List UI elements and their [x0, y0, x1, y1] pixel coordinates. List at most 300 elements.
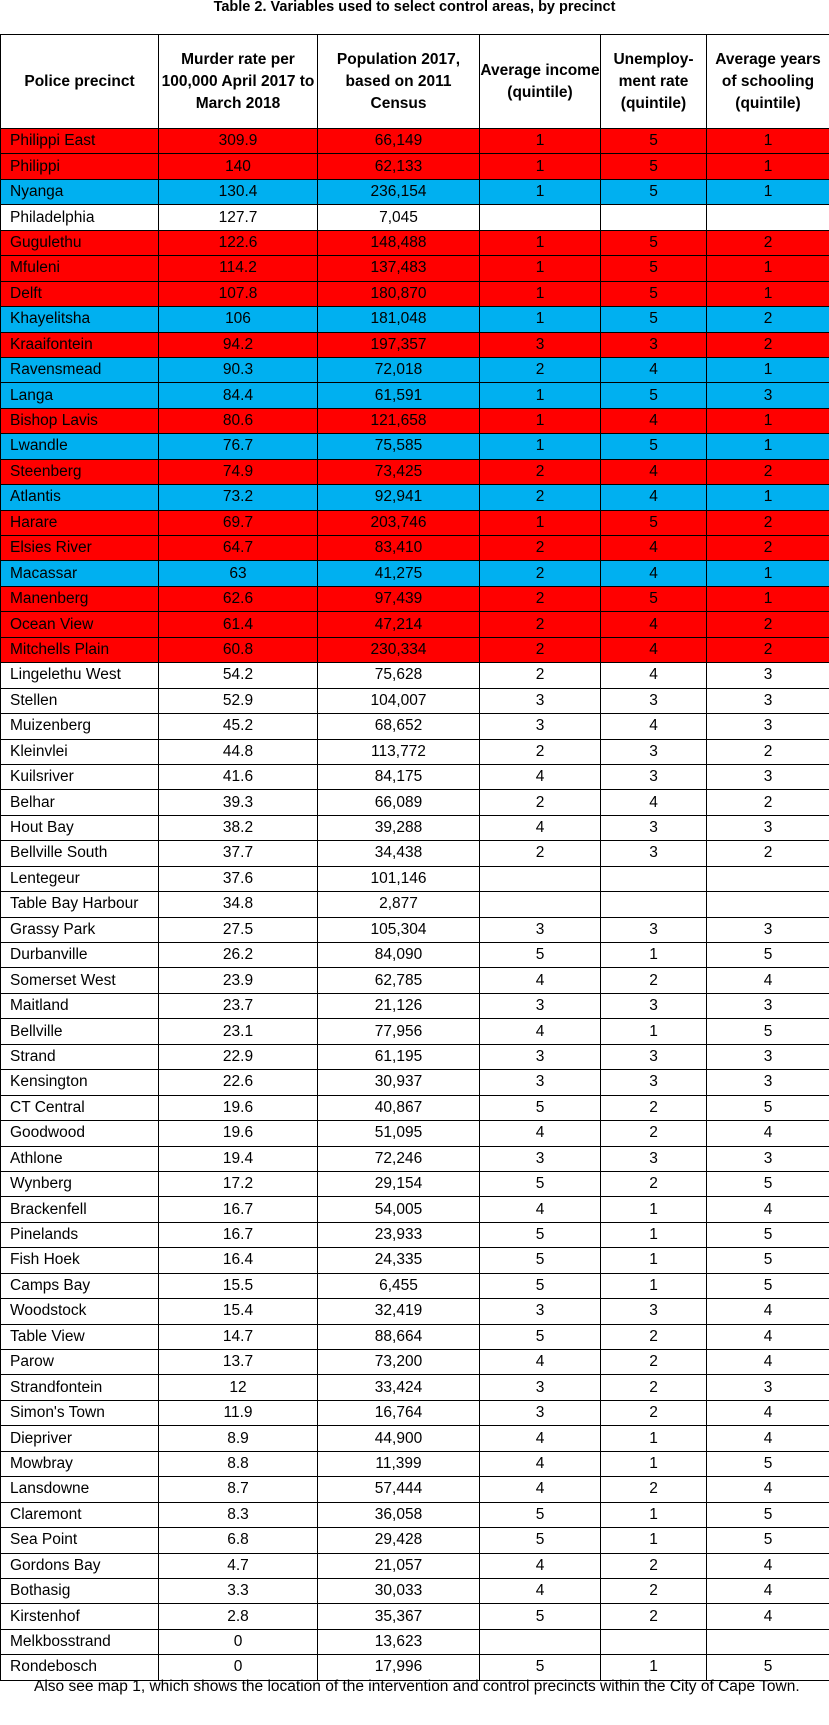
income-quintile-cell: 4: [480, 1350, 601, 1375]
unemployment-quintile-cell: 2: [601, 1604, 707, 1629]
income-quintile-cell: 5: [480, 1502, 601, 1527]
murder-rate-cell: 2.8: [159, 1604, 318, 1629]
income-quintile-cell: 4: [480, 1477, 601, 1502]
precinct-name-cell: Fish Hoek: [1, 1248, 159, 1273]
table-row: [1, 1121, 829, 1146]
schooling-quintile-cell: 2: [707, 459, 829, 484]
population-cell: 61,195: [318, 1044, 480, 1069]
income-quintile-cell: 3: [480, 917, 601, 942]
unemployment-quintile-cell: 1: [601, 1222, 707, 1247]
schooling-quintile-cell: 4: [707, 1350, 829, 1375]
unemployment-quintile-cell: 1: [601, 1248, 707, 1273]
precinct-name-cell: Bellville: [1, 1019, 159, 1044]
murder-rate-cell: 61.4: [159, 612, 318, 637]
murder-rate-cell: 16.4: [159, 1248, 318, 1273]
table-row: [1, 1044, 829, 1069]
income-quintile-cell: 3: [480, 1146, 601, 1171]
table-row: [1, 1248, 829, 1273]
population-cell: 21,057: [318, 1553, 480, 1578]
table-row: [1, 1350, 829, 1375]
unemployment-quintile-cell: 2: [601, 968, 707, 993]
population-cell: 62,133: [318, 154, 480, 179]
table-row: [1, 1299, 829, 1324]
murder-rate-cell: 37.6: [159, 866, 318, 891]
income-quintile-cell: 3: [480, 1400, 601, 1425]
population-cell: 39,288: [318, 815, 480, 840]
income-quintile-cell: 4: [480, 1019, 601, 1044]
murder-rate-cell: 8.9: [159, 1426, 318, 1451]
table-row: [1, 993, 829, 1018]
table-row: [1, 1171, 829, 1196]
income-quintile-cell: 5: [480, 1273, 601, 1298]
precinct-name-cell: Macassar: [1, 561, 159, 586]
murder-rate-cell: 3.3: [159, 1578, 318, 1603]
precinct-name-cell: Strandfontein: [1, 1375, 159, 1400]
table-row: [1, 307, 829, 332]
population-cell: 17,996: [318, 1655, 480, 1680]
population-cell: 29,154: [318, 1171, 480, 1196]
precinct-name-cell: Delft: [1, 281, 159, 306]
precinct-name-cell: Rondebosch: [1, 1655, 159, 1680]
schooling-quintile-cell: [707, 892, 829, 917]
murder-rate-cell: 37.7: [159, 841, 318, 866]
population-cell: 104,007: [318, 688, 480, 713]
schooling-quintile-cell: 5: [707, 1451, 829, 1476]
murder-rate-cell: 17.2: [159, 1171, 318, 1196]
schooling-quintile-cell: 2: [707, 307, 829, 332]
table-row: [1, 1273, 829, 1298]
unemployment-quintile-cell: 2: [601, 1350, 707, 1375]
population-cell: 236,154: [318, 179, 480, 204]
table-row: [1, 1426, 829, 1451]
unemployment-quintile-cell: 5: [601, 510, 707, 535]
murder-rate-cell: 45.2: [159, 714, 318, 739]
table-row: [1, 892, 829, 917]
unemployment-quintile-cell: 2: [601, 1324, 707, 1349]
unemployment-quintile-cell: 1: [601, 1528, 707, 1553]
murder-rate-cell: 15.5: [159, 1273, 318, 1298]
table-row: [1, 1146, 829, 1171]
murder-rate-cell: 62.6: [159, 586, 318, 611]
table-row: [1, 968, 829, 993]
schooling-quintile-cell: 5: [707, 943, 829, 968]
population-cell: 75,628: [318, 663, 480, 688]
income-quintile-cell: 4: [480, 1451, 601, 1476]
murder-rate-cell: 14.7: [159, 1324, 318, 1349]
schooling-quintile-cell: 1: [707, 408, 829, 433]
unemployment-quintile-cell: 3: [601, 993, 707, 1018]
precinct-name-cell: Maitland: [1, 993, 159, 1018]
schooling-quintile-cell: 3: [707, 1375, 829, 1400]
income-quintile-cell: 2: [480, 485, 601, 510]
precinct-name-cell: CT Central: [1, 1095, 159, 1120]
precinct-table: [0, 34, 829, 1681]
schooling-quintile-cell: 3: [707, 815, 829, 840]
income-quintile-cell: 2: [480, 586, 601, 611]
income-quintile-cell: 2: [480, 612, 601, 637]
precinct-name-cell: Claremont: [1, 1502, 159, 1527]
table-row: [1, 1070, 829, 1095]
precinct-name-cell: Kirstenhof: [1, 1604, 159, 1629]
population-cell: 97,439: [318, 586, 480, 611]
schooling-quintile-cell: [707, 866, 829, 891]
population-cell: 88,664: [318, 1324, 480, 1349]
income-quintile-cell: [480, 1629, 601, 1654]
unemployment-quintile-cell: 1: [601, 1197, 707, 1222]
murder-rate-cell: 11.9: [159, 1400, 318, 1425]
precinct-name-cell: Muizenberg: [1, 714, 159, 739]
population-cell: 57,444: [318, 1477, 480, 1502]
schooling-quintile-cell: 3: [707, 1044, 829, 1069]
population-cell: 180,870: [318, 281, 480, 306]
population-cell: 30,033: [318, 1578, 480, 1603]
income-quintile-cell: 2: [480, 790, 601, 815]
table-row: [1, 917, 829, 942]
murder-rate-cell: 22.6: [159, 1070, 318, 1095]
table-row: [1, 485, 829, 510]
income-quintile-cell: [480, 892, 601, 917]
schooling-quintile-cell: 2: [707, 790, 829, 815]
unemployment-quintile-cell: 4: [601, 485, 707, 510]
unemployment-quintile-cell: 2: [601, 1477, 707, 1502]
income-quintile-cell: 3: [480, 714, 601, 739]
table-row: [1, 714, 829, 739]
income-quintile-cell: [480, 205, 601, 230]
income-quintile-cell: 1: [480, 408, 601, 433]
unemployment-quintile-cell: 1: [601, 943, 707, 968]
schooling-quintile-cell: 4: [707, 1121, 829, 1146]
unemployment-quintile-cell: [601, 866, 707, 891]
murder-rate-cell: 13.7: [159, 1350, 318, 1375]
murder-rate-cell: 8.8: [159, 1451, 318, 1476]
population-cell: 2,877: [318, 892, 480, 917]
population-cell: 113,772: [318, 739, 480, 764]
population-cell: 23,933: [318, 1222, 480, 1247]
precinct-name-cell: Elsies River: [1, 536, 159, 561]
schooling-quintile-cell: 1: [707, 281, 829, 306]
income-quintile-cell: 1: [480, 256, 601, 281]
schooling-quintile-cell: 2: [707, 536, 829, 561]
table-row: [1, 179, 829, 204]
table-row: [1, 586, 829, 611]
unemployment-quintile-cell: 5: [601, 129, 707, 154]
murder-rate-cell: 44.8: [159, 739, 318, 764]
table-row: [1, 1400, 829, 1425]
population-cell: 197,357: [318, 332, 480, 357]
population-cell: 24,335: [318, 1248, 480, 1273]
schooling-quintile-cell: 3: [707, 1070, 829, 1095]
income-quintile-cell: 3: [480, 1375, 601, 1400]
income-quintile-cell: 4: [480, 764, 601, 789]
footnote: Also see map 1, which shows the location of the intervention and control precincts within the City of Cape Town.: [34, 1678, 800, 1695]
precinct-name-cell: Melkbosstrand: [1, 1629, 159, 1654]
schooling-quintile-cell: 2: [707, 332, 829, 357]
table-row: [1, 256, 829, 281]
income-quintile-cell: [480, 866, 601, 891]
schooling-quintile-cell: 2: [707, 739, 829, 764]
income-quintile-cell: 2: [480, 459, 601, 484]
schooling-quintile-cell: 4: [707, 1578, 829, 1603]
income-quintile-cell: 5: [480, 1324, 601, 1349]
precinct-name-cell: Sea Point: [1, 1528, 159, 1553]
schooling-quintile-cell: 5: [707, 1248, 829, 1273]
table-row: [1, 154, 829, 179]
schooling-quintile-cell: 5: [707, 1273, 829, 1298]
table-row: [1, 1502, 829, 1527]
table-row: [1, 1324, 829, 1349]
unemployment-quintile-cell: 5: [601, 383, 707, 408]
precinct-name-cell: Brackenfell: [1, 1197, 159, 1222]
table-row: [1, 408, 829, 433]
precinct-name-cell: Ocean View: [1, 612, 159, 637]
population-cell: 68,652: [318, 714, 480, 739]
income-quintile-cell: 4: [480, 815, 601, 840]
income-quintile-cell: 4: [480, 1121, 601, 1146]
table-row: [1, 815, 829, 840]
murder-rate-cell: 84.4: [159, 383, 318, 408]
population-cell: 44,900: [318, 1426, 480, 1451]
precinct-name-cell: Ravensmead: [1, 357, 159, 382]
murder-rate-cell: 90.3: [159, 357, 318, 382]
precinct-name-cell: Kleinvlei: [1, 739, 159, 764]
schooling-quintile-cell: [707, 205, 829, 230]
precinct-name-cell: Manenberg: [1, 586, 159, 611]
income-quintile-cell: 1: [480, 383, 601, 408]
population-cell: 16,764: [318, 1400, 480, 1425]
murder-rate-cell: 54.2: [159, 663, 318, 688]
table-row: [1, 205, 829, 230]
income-quintile-cell: 1: [480, 179, 601, 204]
unemployment-quintile-cell: 3: [601, 764, 707, 789]
unemployment-quintile-cell: 3: [601, 841, 707, 866]
murder-rate-cell: 74.9: [159, 459, 318, 484]
schooling-quintile-cell: 1: [707, 154, 829, 179]
table-row: [1, 332, 829, 357]
table-row: [1, 383, 829, 408]
population-cell: 72,018: [318, 357, 480, 382]
precinct-name-cell: Parow: [1, 1350, 159, 1375]
murder-rate-cell: 60.8: [159, 637, 318, 662]
schooling-quintile-cell: 4: [707, 1400, 829, 1425]
precinct-name-cell: Lingelethu West: [1, 663, 159, 688]
population-cell: 33,424: [318, 1375, 480, 1400]
precinct-name-cell: Durbanville: [1, 943, 159, 968]
population-cell: 6,455: [318, 1273, 480, 1298]
income-quintile-cell: 5: [480, 1528, 601, 1553]
schooling-quintile-cell: 3: [707, 917, 829, 942]
murder-rate-cell: 39.3: [159, 790, 318, 815]
precinct-name-cell: Kuilsriver: [1, 764, 159, 789]
population-cell: 41,275: [318, 561, 480, 586]
population-cell: 61,591: [318, 383, 480, 408]
murder-rate-cell: 94.2: [159, 332, 318, 357]
unemployment-quintile-cell: 3: [601, 739, 707, 764]
unemployment-quintile-cell: 5: [601, 434, 707, 459]
schooling-quintile-cell: 3: [707, 764, 829, 789]
unemployment-quintile-cell: 4: [601, 790, 707, 815]
unemployment-quintile-cell: 3: [601, 1044, 707, 1069]
population-cell: 203,746: [318, 510, 480, 535]
table-title: Table 2. Variables used to select control areas, by precinct: [213, 0, 616, 15]
murder-rate-cell: 19.6: [159, 1121, 318, 1146]
table-row: [1, 459, 829, 484]
unemployment-quintile-cell: 5: [601, 230, 707, 255]
murder-rate-cell: 27.5: [159, 917, 318, 942]
unemployment-quintile-cell: 2: [601, 1553, 707, 1578]
population-cell: 29,428: [318, 1528, 480, 1553]
unemployment-quintile-cell: 4: [601, 612, 707, 637]
precinct-name-cell: Bellville South: [1, 841, 159, 866]
unemployment-quintile-cell: 3: [601, 1070, 707, 1095]
income-quintile-cell: 3: [480, 332, 601, 357]
schooling-quintile-cell: 4: [707, 968, 829, 993]
table-row: [1, 866, 829, 891]
unemployment-quintile-cell: 4: [601, 536, 707, 561]
population-cell: 181,048: [318, 307, 480, 332]
income-quintile-cell: 5: [480, 1655, 601, 1680]
murder-rate-cell: 4.7: [159, 1553, 318, 1578]
unemployment-quintile-cell: 2: [601, 1121, 707, 1146]
precinct-name-cell: Table Bay Harbour: [1, 892, 159, 917]
income-quintile-cell: 1: [480, 281, 601, 306]
table-row: [1, 764, 829, 789]
population-cell: 35,367: [318, 1604, 480, 1629]
table-row: [1, 943, 829, 968]
table-row: [1, 1578, 829, 1603]
table-row: [1, 841, 829, 866]
income-quintile-cell: 5: [480, 1604, 601, 1629]
table-row: [1, 434, 829, 459]
income-quintile-cell: 4: [480, 1578, 601, 1603]
schooling-quintile-cell: 1: [707, 129, 829, 154]
precinct-name-cell: Woodstock: [1, 1299, 159, 1324]
murder-rate-cell: 26.2: [159, 943, 318, 968]
unemployment-quintile-cell: 5: [601, 307, 707, 332]
table-row: [1, 1197, 829, 1222]
precinct-name-cell: Bothasig: [1, 1578, 159, 1603]
table-row: [1, 739, 829, 764]
income-quintile-cell: 1: [480, 129, 601, 154]
unemployment-quintile-cell: 4: [601, 663, 707, 688]
murder-rate-cell: 23.1: [159, 1019, 318, 1044]
schooling-quintile-cell: 4: [707, 1324, 829, 1349]
population-cell: 13,623: [318, 1629, 480, 1654]
population-cell: 84,175: [318, 764, 480, 789]
murder-rate-cell: 309.9: [159, 129, 318, 154]
precinct-name-cell: Harare: [1, 510, 159, 535]
table-row: [1, 1528, 829, 1553]
schooling-quintile-cell: 3: [707, 1146, 829, 1171]
income-quintile-cell: 4: [480, 1553, 601, 1578]
schooling-quintile-cell: 5: [707, 1502, 829, 1527]
population-cell: 51,095: [318, 1121, 480, 1146]
precinct-name-cell: Somerset West: [1, 968, 159, 993]
income-quintile-cell: 3: [480, 1070, 601, 1095]
population-cell: 72,246: [318, 1146, 480, 1171]
population-cell: 7,045: [318, 205, 480, 230]
unemployment-quintile-cell: 3: [601, 917, 707, 942]
income-quintile-cell: 2: [480, 561, 601, 586]
schooling-quintile-cell: 4: [707, 1299, 829, 1324]
unemployment-quintile-cell: 5: [601, 256, 707, 281]
income-quintile-cell: 4: [480, 968, 601, 993]
unemployment-quintile-cell: 5: [601, 586, 707, 611]
table-row: [1, 688, 829, 713]
table-row: [1, 230, 829, 255]
income-quintile-cell: 2: [480, 637, 601, 662]
schooling-quintile-cell: 2: [707, 841, 829, 866]
unemployment-quintile-cell: 2: [601, 1400, 707, 1425]
population-cell: 66,089: [318, 790, 480, 815]
table-row: [1, 663, 829, 688]
murder-rate-cell: 63: [159, 561, 318, 586]
table-body: [1, 129, 829, 1681]
precinct-name-cell: Kraaifontein: [1, 332, 159, 357]
income-quintile-cell: 5: [480, 1095, 601, 1120]
schooling-quintile-cell: 3: [707, 383, 829, 408]
precinct-name-cell: Langa: [1, 383, 159, 408]
precinct-name-cell: Gordons Bay: [1, 1553, 159, 1578]
unemployment-quintile-cell: 4: [601, 357, 707, 382]
murder-rate-cell: 15.4: [159, 1299, 318, 1324]
table-row: [1, 1553, 829, 1578]
precinct-name-cell: Nyanga: [1, 179, 159, 204]
income-quintile-cell: 3: [480, 1044, 601, 1069]
schooling-quintile-cell: 1: [707, 434, 829, 459]
schooling-quintile-cell: 2: [707, 230, 829, 255]
table-row: [1, 1629, 829, 1654]
income-quintile-cell: 3: [480, 1299, 601, 1324]
schooling-quintile-cell: 2: [707, 510, 829, 535]
precinct-name-cell: Goodwood: [1, 1121, 159, 1146]
table-row: [1, 637, 829, 662]
unemployment-quintile-cell: 3: [601, 1146, 707, 1171]
schooling-quintile-cell: 5: [707, 1528, 829, 1553]
unemployment-quintile-cell: 2: [601, 1375, 707, 1400]
header-population: Population 2017, based on 2011 Census: [318, 35, 480, 129]
unemployment-quintile-cell: 2: [601, 1578, 707, 1603]
schooling-quintile-cell: 5: [707, 1655, 829, 1680]
schooling-quintile-cell: 1: [707, 357, 829, 382]
schooling-quintile-cell: 5: [707, 1222, 829, 1247]
murder-rate-cell: 19.6: [159, 1095, 318, 1120]
income-quintile-cell: 2: [480, 739, 601, 764]
population-cell: 34,438: [318, 841, 480, 866]
header-years-of-schooling: Average years of schooling (quintile): [707, 35, 829, 129]
precinct-name-cell: Simon's Town: [1, 1400, 159, 1425]
murder-rate-cell: 34.8: [159, 892, 318, 917]
murder-rate-cell: 140: [159, 154, 318, 179]
precinct-name-cell: Lwandle: [1, 434, 159, 459]
population-cell: 101,146: [318, 866, 480, 891]
precinct-name-cell: Grassy Park: [1, 917, 159, 942]
population-cell: 137,483: [318, 256, 480, 281]
murder-rate-cell: 130.4: [159, 179, 318, 204]
schooling-quintile-cell: 3: [707, 663, 829, 688]
unemployment-quintile-cell: [601, 205, 707, 230]
precinct-name-cell: Stellen: [1, 688, 159, 713]
income-quintile-cell: 5: [480, 1222, 601, 1247]
unemployment-quintile-cell: 4: [601, 561, 707, 586]
income-quintile-cell: 2: [480, 841, 601, 866]
precinct-name-cell: Athlone: [1, 1146, 159, 1171]
population-cell: 83,410: [318, 536, 480, 561]
population-cell: 21,126: [318, 993, 480, 1018]
income-quintile-cell: 1: [480, 230, 601, 255]
unemployment-quintile-cell: 3: [601, 688, 707, 713]
precinct-name-cell: Kensington: [1, 1070, 159, 1095]
unemployment-quintile-cell: 5: [601, 154, 707, 179]
